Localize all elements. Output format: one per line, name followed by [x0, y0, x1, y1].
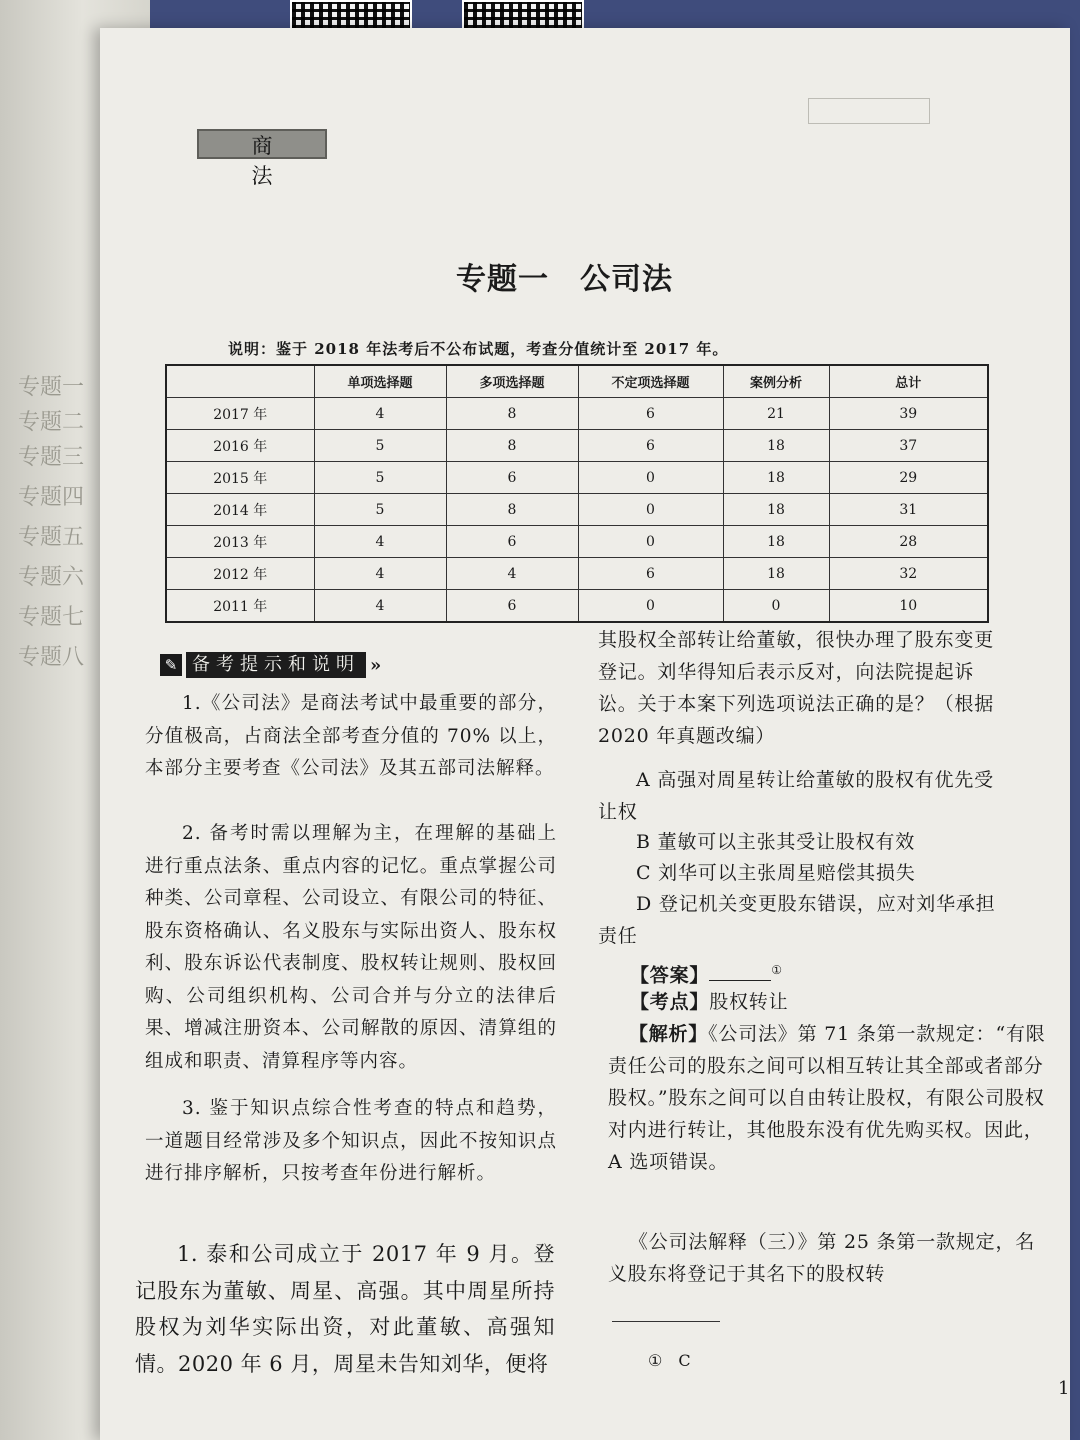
score-cell: 29 [829, 462, 988, 494]
analysis-text-1: 《公司法》第 71 条第一款规定：“有限责任公司的股东之间可以相互转让其全部或者部分股权。”股东之间可以自由转让股权，有限公司股权对内进行转让，其他股东没有优先购买权。因此，A 选项错误。 [608, 1023, 1046, 1173]
point-text: 股权转让 [709, 991, 789, 1013]
score-cell: 21 [723, 398, 829, 430]
stats-note: 说明：鉴于 2018 年法考后不公布试题，考查分值统计至 2017 年。 [228, 340, 729, 358]
year-cell: 2015 年 [166, 462, 314, 494]
score-cell: 39 [829, 398, 988, 430]
ghost-text: 专题八 [18, 645, 85, 670]
option-c: C 刘华可以主张周星赔偿其损失 [636, 862, 916, 884]
score-cell: 0 [578, 462, 723, 494]
table-row [166, 430, 988, 462]
table-header: 总计 [829, 365, 988, 398]
question-stem-left: 1. 泰和公司成立于 2017 年 9 月。登记股东为董敏、周星、高强。其中周星所持股权为刘华实际出资，对此董敏、高强知情。2020 年 6 月，周星未告知刘华，便将 [135, 1242, 555, 1376]
score-cell: 6 [446, 526, 578, 558]
answer-blank [709, 962, 771, 981]
running-header [808, 98, 930, 124]
ghost-text: 专题六 [18, 565, 85, 590]
score-cell: 32 [829, 558, 988, 590]
page-number: 1 [1058, 1378, 1070, 1399]
ghost-text: 专题四 [18, 485, 85, 510]
tip-paragraph-3: 3. 鉴于知识点综合性考查的特点和趋势，一道题目经常涉及多个知识点，因此不按知识点进行排序解析，只按考查年份进行解析。 [145, 1098, 557, 1184]
score-cell: 37 [829, 430, 988, 462]
book-page [100, 28, 1070, 1440]
score-cell: 8 [446, 494, 578, 526]
score-cell: 18 [723, 462, 829, 494]
question-stem-right: 其股权全部转让给董敏，很快办理了股东变更登记。刘华得知后表示反对，向法院提起诉讼。关于本案下列选项说法正确的是？（根据 2020 年真题改编） [598, 629, 995, 747]
point-line [630, 986, 1010, 1018]
score-cell: 4 [446, 558, 578, 590]
score-cell: 6 [446, 590, 578, 623]
table-header-row [166, 365, 988, 398]
score-cell: 4 [314, 398, 446, 430]
score-cell: 0 [578, 526, 723, 558]
option-d: D 登记机关变更股东错误，应对刘华承担责任 [598, 893, 996, 947]
score-cell: 18 [723, 526, 829, 558]
section-tag: 商 法 [197, 129, 327, 159]
score-table [165, 364, 989, 623]
score-cell: 18 [723, 494, 829, 526]
tips-title: 备考提示和说明 [186, 652, 366, 678]
answer-label: 【答案】 [630, 964, 710, 987]
table-row [166, 590, 988, 623]
score-cell: 8 [446, 398, 578, 430]
score-cell: 4 [314, 590, 446, 623]
table-header: 不定项选择题 [578, 365, 723, 398]
table-row [166, 462, 988, 494]
ghost-text: 专题三 [18, 445, 85, 470]
analysis-paragraph-1 [608, 1018, 1048, 1178]
ghost-text: 专题一 [18, 375, 85, 400]
table-header: 多项选择题 [446, 365, 578, 398]
year-cell: 2016 年 [166, 430, 314, 462]
score-cell: 18 [723, 430, 829, 462]
score-cell: 5 [314, 494, 446, 526]
year-cell: 2017 年 [166, 398, 314, 430]
ghost-text: 专题五 [18, 525, 85, 550]
score-cell: 0 [578, 590, 723, 623]
year-cell: 2012 年 [166, 558, 314, 590]
table-header: 单项选择题 [314, 365, 446, 398]
score-cell: 10 [829, 590, 988, 623]
footnote-mark: ① [771, 963, 783, 977]
table-header: 案例分析 [723, 365, 829, 398]
score-cell: 31 [829, 494, 988, 526]
year-cell: 2014 年 [166, 494, 314, 526]
table-row [166, 558, 988, 590]
footnote: ① C [648, 1351, 691, 1370]
score-cell: 4 [314, 526, 446, 558]
score-cell: 6 [578, 398, 723, 430]
score-cell: 4 [314, 558, 446, 590]
option-b: B 董敏可以主张其受让股权有效 [636, 831, 916, 853]
tips-heading [160, 652, 381, 678]
tip-paragraph-2: 2. 备考时需以理解为主，在理解的基础上进行重点法条、重点内容的记忆。重点掌握公司种类、公司章程、公司设立、有限公司的特征、股东资格确认、名义股东与实际出资人、股东权利、股东诉讼代表制度、股权转让规则、股权回购、公司组织机构、公司合并与分立的法律后果、增减注册资本、公司解散的原因、清算组的组成和职责、清算程序等内容。 [145, 823, 557, 1072]
table-row [166, 398, 988, 430]
analysis-label: 【解析】 [628, 1023, 709, 1045]
score-cell: 0 [578, 494, 723, 526]
analysis-paragraph-2: 《公司法解释（三）》第 25 条第一款规定，名义股东将登记于其名下的股权转 [608, 1231, 1036, 1285]
table-header [166, 365, 314, 398]
table-row [166, 494, 988, 526]
topic-title: 专题一 公司法 [456, 262, 673, 297]
score-cell: 6 [446, 462, 578, 494]
score-cell: 6 [578, 430, 723, 462]
option-a: A 高强对周星转让给董敏的股权有优先受让权 [598, 769, 994, 823]
score-cell: 5 [314, 462, 446, 494]
score-cell: 28 [829, 526, 988, 558]
year-cell: 2011 年 [166, 590, 314, 623]
double-chevron-icon: » [370, 654, 382, 676]
score-cell: 18 [723, 558, 829, 590]
score-cell: 6 [578, 558, 723, 590]
score-cell: 8 [446, 430, 578, 462]
year-cell: 2013 年 [166, 526, 314, 558]
pencil-icon: ✎ [160, 654, 182, 676]
point-label: 【考点】 [630, 991, 710, 1013]
score-cell: 5 [314, 430, 446, 462]
table-row [166, 526, 988, 558]
tip-paragraph-1: 1.《公司法》是商法考试中最重要的部分，分值极高，占商法全部考查分值的 70% 以上，本部分主要考查《公司法》及其五部司法解释。 [145, 693, 557, 779]
footnote-divider [612, 1321, 720, 1322]
ghost-text: 专题七 [18, 605, 85, 630]
score-cell: 0 [723, 590, 829, 623]
ghost-text: 专题二 [18, 410, 85, 435]
